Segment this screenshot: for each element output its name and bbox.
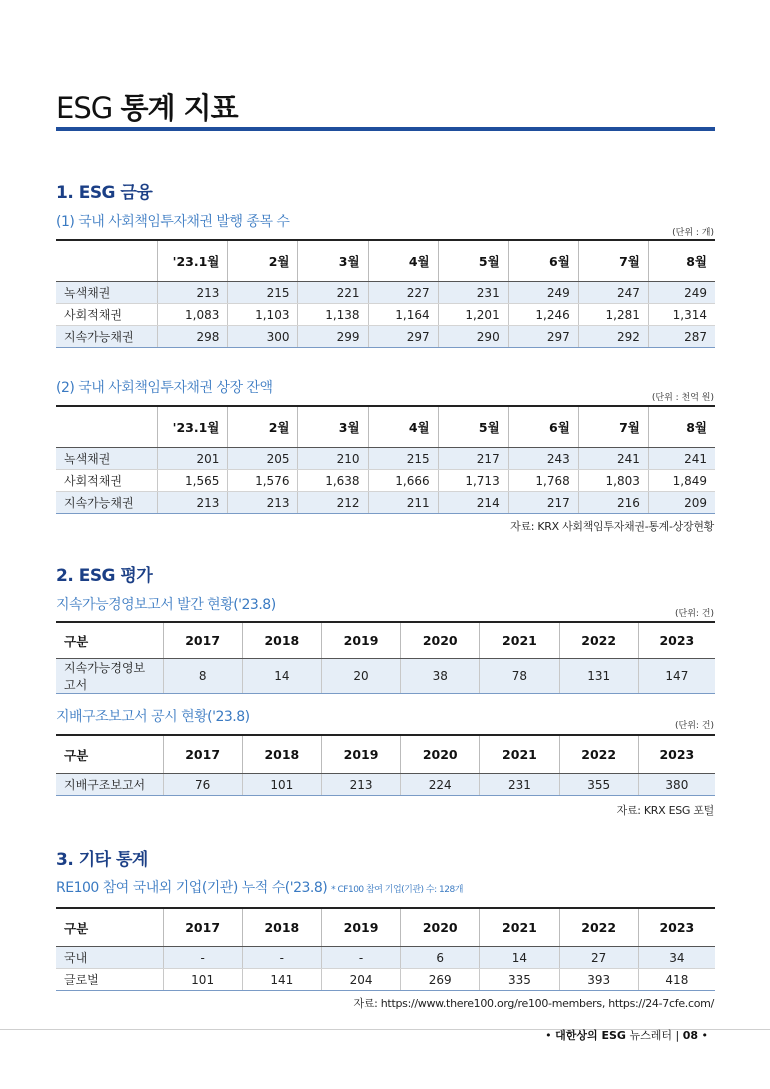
column-header: 구분 <box>56 908 163 947</box>
table-cell: 211 <box>368 492 438 514</box>
table-cell: 1,565 <box>158 470 228 492</box>
column-header: 2017 <box>163 735 242 774</box>
table-cell: 1,713 <box>438 470 508 492</box>
table-cell: 1,281 <box>578 304 648 326</box>
table-cell: 201 <box>158 448 228 470</box>
table-cell: 214 <box>438 492 508 514</box>
table-sustainability-report <box>56 621 715 694</box>
row-label: 지속가능채권 <box>56 492 158 514</box>
table-cell: 6 <box>401 947 480 969</box>
section-title-other-stats: 3. 기타 통계 <box>56 850 148 870</box>
table-cell: 247 <box>578 282 648 304</box>
column-header: 3월 <box>298 240 368 282</box>
table-bond-issuance <box>56 239 715 348</box>
table-governance-report <box>56 734 715 796</box>
column-header: 2022 <box>559 735 638 774</box>
table-header-row <box>56 406 715 448</box>
footer-separator: | <box>675 1029 680 1042</box>
table-cell: 210 <box>298 448 368 470</box>
table-cell: 243 <box>508 448 578 470</box>
column-header: 2018 <box>242 622 321 659</box>
table-cell: 298 <box>158 326 228 348</box>
table-cell: 213 <box>158 492 228 514</box>
column-header: 2022 <box>559 622 638 659</box>
table-cell: 209 <box>648 492 715 514</box>
table-bond-balance <box>56 405 715 514</box>
table-cell: 241 <box>578 448 648 470</box>
table-cell: 1,246 <box>508 304 578 326</box>
page-title <box>56 86 238 127</box>
table-cell: 216 <box>578 492 648 514</box>
column-header: 6월 <box>508 406 578 448</box>
column-header: 구분 <box>56 735 163 774</box>
footer-brand: 대한상의 ESG <box>555 1029 626 1042</box>
table-header-row <box>56 908 715 947</box>
column-header: 2020 <box>401 735 480 774</box>
column-header: 5월 <box>438 406 508 448</box>
table-cell: 76 <box>163 774 242 796</box>
table-cell: 205 <box>228 448 298 470</box>
table-cell: 1,638 <box>298 470 368 492</box>
table-cell: 418 <box>638 969 715 991</box>
table-cell: 249 <box>508 282 578 304</box>
column-header: 2018 <box>242 908 321 947</box>
table-cell: 215 <box>368 448 438 470</box>
table-cell: 227 <box>368 282 438 304</box>
row-label: 사회적채권 <box>56 304 158 326</box>
table-cell: 224 <box>401 774 480 796</box>
table-cell: 1,803 <box>578 470 648 492</box>
column-header: 2019 <box>321 908 400 947</box>
column-header: 2018 <box>242 735 321 774</box>
table-cell: - <box>321 947 400 969</box>
column-header: 2021 <box>480 622 559 659</box>
column-header: 7월 <box>578 406 648 448</box>
table-row <box>56 969 715 991</box>
table-cell: 1,314 <box>648 304 715 326</box>
table-re100 <box>56 907 715 991</box>
column-header: 2023 <box>638 908 715 947</box>
table-row <box>56 470 715 492</box>
table-cell: 290 <box>438 326 508 348</box>
column-header: 8월 <box>648 406 715 448</box>
row-label: 지속가능경영보고서 <box>56 659 163 694</box>
table-cell: 1,768 <box>508 470 578 492</box>
column-header: 2020 <box>401 622 480 659</box>
footer-bullet-left: • <box>545 1029 552 1042</box>
table-title-bond-balance: (2) 국내 사회책임투자채권 상장 잔액 <box>56 380 273 396</box>
footer-label: 뉴스레터 <box>629 1029 672 1042</box>
table-row <box>56 304 715 326</box>
table-cell: 1,164 <box>368 304 438 326</box>
column-header: 7월 <box>578 240 648 282</box>
row-label: 녹색채권 <box>56 282 158 304</box>
section-title-esg-finance: 1. ESG 금융 <box>56 183 153 203</box>
table-cell: 231 <box>438 282 508 304</box>
column-header: 2019 <box>321 735 400 774</box>
table-cell: 101 <box>242 774 321 796</box>
unit-label-sustainability-report: (단위: 건) <box>675 609 714 619</box>
table-cell: 1,083 <box>158 304 228 326</box>
row-label: 지속가능채권 <box>56 326 158 348</box>
table-cell: - <box>242 947 321 969</box>
table-cell: 78 <box>480 659 559 694</box>
footer-page-number: 08 <box>682 1029 698 1042</box>
table-cell: 27 <box>559 947 638 969</box>
table-cell: 204 <box>321 969 400 991</box>
column-header: 4월 <box>368 240 438 282</box>
page-title-esg: ESG <box>56 91 113 125</box>
row-label: 국내 <box>56 947 163 969</box>
column-header <box>56 406 158 448</box>
table-cell: 231 <box>480 774 559 796</box>
table-row <box>56 492 715 514</box>
column-header: 4월 <box>368 406 438 448</box>
cf100-note: * CF100 참여 기업(기관) 수: 128개 <box>331 885 463 895</box>
table-cell: 380 <box>638 774 715 796</box>
table-cell: 292 <box>578 326 648 348</box>
table-cell: 14 <box>242 659 321 694</box>
table-cell: 217 <box>438 448 508 470</box>
source-re100-links: 자료: https://www.there100.org/re100-members, https://24-7cfe.com/ <box>353 997 714 1010</box>
title-rule <box>56 127 715 131</box>
table-cell: 14 <box>480 947 559 969</box>
table-cell: 393 <box>559 969 638 991</box>
table-cell: 249 <box>648 282 715 304</box>
table-row <box>56 659 715 694</box>
table-cell: 38 <box>401 659 480 694</box>
table-cell: - <box>163 947 242 969</box>
table-row <box>56 448 715 470</box>
column-header: 구분 <box>56 622 163 659</box>
table-cell: 355 <box>559 774 638 796</box>
table-header-row <box>56 735 715 774</box>
column-header: 2019 <box>321 622 400 659</box>
table-title-governance-report: 지배구조보고서 공시 현황('23.8) <box>56 709 250 725</box>
column-header: 8월 <box>648 240 715 282</box>
section-title-esg-evaluation: 2. ESG 평가 <box>56 566 153 586</box>
table-cell: 147 <box>638 659 715 694</box>
column-header: 2017 <box>163 908 242 947</box>
footer-bullet-right: • <box>701 1029 708 1042</box>
source-krx-bonds: 자료: KRX 사회책임투자채권-통계-상장현황 <box>510 520 714 533</box>
table-cell: 20 <box>321 659 400 694</box>
column-header <box>56 240 158 282</box>
table-cell: 34 <box>638 947 715 969</box>
column-header: 2022 <box>559 908 638 947</box>
table-title-re100 <box>56 877 463 897</box>
column-header: 6월 <box>508 240 578 282</box>
column-header: 2021 <box>480 908 559 947</box>
table-cell: 287 <box>648 326 715 348</box>
column-header: 2월 <box>228 240 298 282</box>
table-cell: 1,666 <box>368 470 438 492</box>
table-cell: 269 <box>401 969 480 991</box>
table-cell: 1,103 <box>228 304 298 326</box>
table-cell: 221 <box>298 282 368 304</box>
table-header-row <box>56 622 715 659</box>
table-cell: 335 <box>480 969 559 991</box>
table-cell: 300 <box>228 326 298 348</box>
table-cell: 299 <box>298 326 368 348</box>
table-cell: 213 <box>158 282 228 304</box>
table-cell: 217 <box>508 492 578 514</box>
column-header: '23.1월 <box>158 406 228 448</box>
table-row <box>56 326 715 348</box>
row-label: 녹색채권 <box>56 448 158 470</box>
unit-label-bond-balance: (단위 : 천억 원) <box>651 393 714 403</box>
table-header-row <box>56 240 715 282</box>
table-cell: 241 <box>648 448 715 470</box>
footer <box>545 1027 708 1043</box>
column-header: 2023 <box>638 622 715 659</box>
table-cell: 101 <box>163 969 242 991</box>
page-title-main: 통계 지표 <box>120 91 238 125</box>
row-label: 지배구조보고서 <box>56 774 163 796</box>
column-header: 2017 <box>163 622 242 659</box>
column-header: 2021 <box>480 735 559 774</box>
table-title-re100-text: RE100 참여 국내외 기업(기관) 누적 수('23.8) <box>56 880 328 896</box>
table-cell: 1,138 <box>298 304 368 326</box>
table-title-bond-issuance: (1) 국내 사회책임투자채권 발행 종목 수 <box>56 214 290 230</box>
table-cell: 1,576 <box>228 470 298 492</box>
column-header: 2020 <box>401 908 480 947</box>
table-cell: 212 <box>298 492 368 514</box>
unit-label-governance-report: (단위: 건) <box>675 721 714 731</box>
table-cell: 8 <box>163 659 242 694</box>
column-header: 3월 <box>298 406 368 448</box>
row-label: 글로벌 <box>56 969 163 991</box>
table-cell: 213 <box>228 492 298 514</box>
table-cell: 297 <box>508 326 578 348</box>
table-cell: 213 <box>321 774 400 796</box>
source-krx-esg-portal: 자료: KRX ESG 포털 <box>616 804 714 817</box>
table-cell: 297 <box>368 326 438 348</box>
table-title-sustainability-report: 지속가능경영보고서 발간 현황('23.8) <box>56 597 276 613</box>
table-row <box>56 282 715 304</box>
table-cell: 1,201 <box>438 304 508 326</box>
table-cell: 131 <box>559 659 638 694</box>
table-row <box>56 947 715 969</box>
table-cell: 1,849 <box>648 470 715 492</box>
column-header: 5월 <box>438 240 508 282</box>
table-cell: 141 <box>242 969 321 991</box>
column-header: '23.1월 <box>158 240 228 282</box>
table-row <box>56 774 715 796</box>
column-header: 2023 <box>638 735 715 774</box>
row-label: 사회적채권 <box>56 470 158 492</box>
table-cell: 215 <box>228 282 298 304</box>
unit-label-bond-issuance: (단위 : 개) <box>672 228 714 238</box>
column-header: 2월 <box>228 406 298 448</box>
